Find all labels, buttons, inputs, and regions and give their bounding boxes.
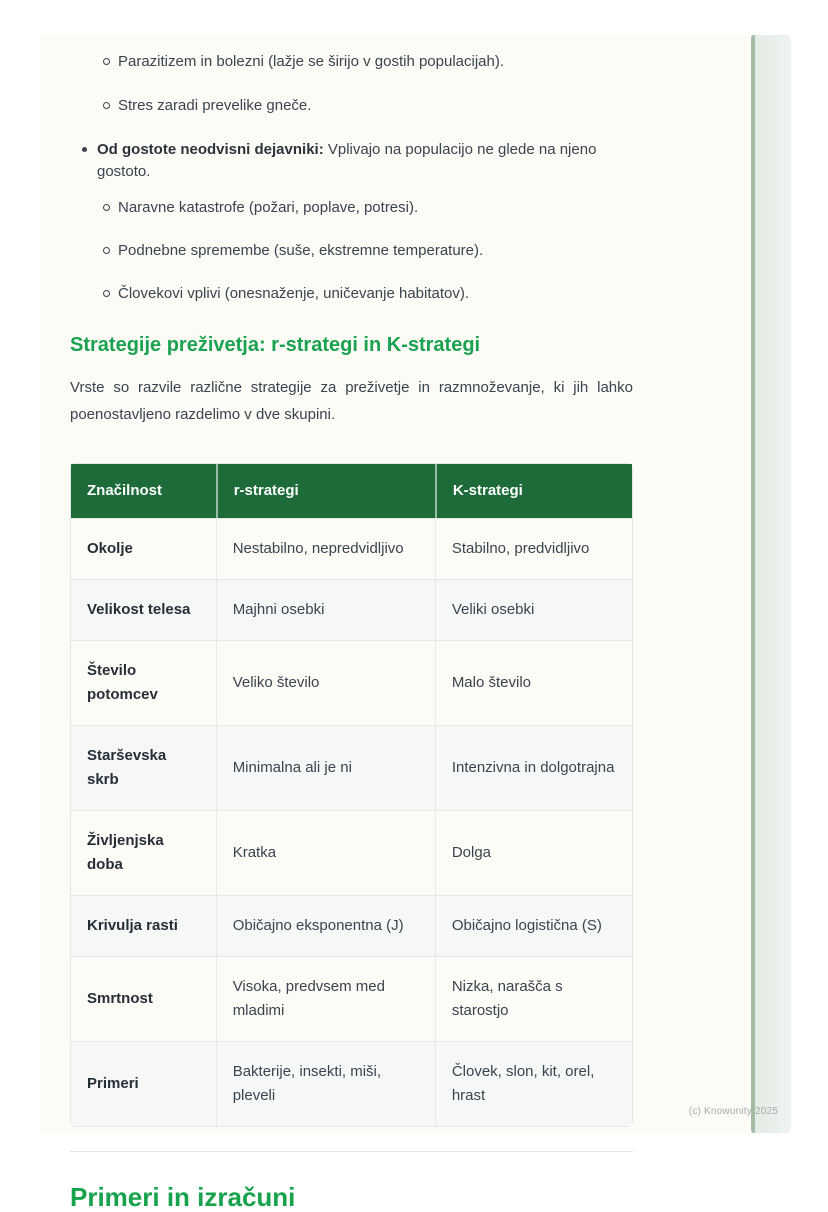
page-edge-strip <box>751 35 791 1133</box>
comparison-table-container <box>70 463 633 1127</box>
feature-cell: Starševska skrb <box>71 725 216 810</box>
section-heading: Strategije preživetja: r-strategi in K-strategi <box>70 334 481 356</box>
comparison-table <box>71 464 632 1126</box>
table-body <box>71 518 632 1126</box>
section-divider <box>70 1151 633 1152</box>
list-item: Stres zaradi prevelike gneče. <box>70 95 633 116</box>
r-strategist-cell: Bakterije, insekti, miši, pleveli <box>216 1041 435 1126</box>
k-strategist-cell: Stabilno, predvidljivo <box>435 518 632 579</box>
k-strategist-cell: Dolga <box>435 810 632 895</box>
r-strategist-cell: Kratka <box>216 810 435 895</box>
k-strategist-cell: Običajno logistična (S) <box>435 895 632 956</box>
k-strategist-cell: Malo število <box>435 640 632 725</box>
intro-paragraph: Vrste so razvile različne strategije za preživetje in razmnoževanje, ki jih lahko poenostavljeno razdelimo v dve skupini. <box>70 379 633 423</box>
table-header-cell: K-strategi <box>435 464 632 518</box>
list-item-bold-lead: Od gostote neodvisni dejavniki: <box>97 141 324 158</box>
list-item <box>70 139 633 304</box>
table-row <box>71 1041 632 1126</box>
feature-cell: Število potomcev <box>71 640 216 725</box>
k-strategist-cell: Nizka, narašča s starostjo <box>435 956 632 1041</box>
feature-cell: Primeri <box>71 1041 216 1126</box>
table-row <box>71 895 632 956</box>
k-strategist-cell: Človek, slon, kit, orel, hrast <box>435 1041 632 1126</box>
k-strategist-cell: Intenzivna in dolgotrajna <box>435 725 632 810</box>
k-strategist-cell: Veliki osebki <box>435 579 632 640</box>
table-header-cell: Značilnost <box>71 464 216 518</box>
table-row <box>71 640 632 725</box>
table-row <box>71 518 632 579</box>
watermark: (c) Knowunity 2025 <box>688 1106 778 1117</box>
feature-cell: Okolje <box>71 518 216 579</box>
feature-cell: Življenjska doba <box>71 810 216 895</box>
table-header-cell: r-strategi <box>216 464 435 518</box>
r-strategist-cell: Majhni osebki <box>216 579 435 640</box>
table-row <box>71 956 632 1041</box>
list-item-text: Vplivajo na populacijo ne glede na njeno gostoto. <box>97 141 597 180</box>
list-item: Naravne katastrofe (požari, poplave, potresi). <box>70 197 633 218</box>
feature-cell: Krivulja rasti <box>71 895 216 956</box>
r-strategist-cell: Visoka, predvsem med mladimi <box>216 956 435 1041</box>
next-section-heading: Primeri in izračuni <box>70 1182 296 1212</box>
r-strategist-cell: Minimalna ali je ni <box>216 725 435 810</box>
page-content <box>40 35 633 1212</box>
list-item: Človekovi vplivi (onesnaženje, uničevanje habitatov). <box>70 283 633 304</box>
feature-cell: Smrtnost <box>71 956 216 1041</box>
r-strategist-cell: Običajno eksponentna (J) <box>216 895 435 956</box>
feature-cell: Velikost telesa <box>71 579 216 640</box>
table-row <box>71 725 632 810</box>
nested-sub-bullet-list <box>70 197 633 304</box>
table-row <box>71 810 632 895</box>
list-item: Podnebne spremembe (suše, ekstremne temperature). <box>70 240 633 261</box>
top-sub-bullet-list <box>70 51 633 116</box>
table-header-row <box>71 464 632 518</box>
main-bullet-list <box>70 139 633 304</box>
r-strategist-cell: Veliko število <box>216 640 435 725</box>
document-page <box>40 35 791 1212</box>
table-row <box>71 579 632 640</box>
table-header <box>71 464 632 518</box>
list-item: Parazitizem in bolezni (lažje se širijo v gostih populacijah). <box>70 51 633 72</box>
r-strategist-cell: Nestabilno, nepredvidljivo <box>216 518 435 579</box>
